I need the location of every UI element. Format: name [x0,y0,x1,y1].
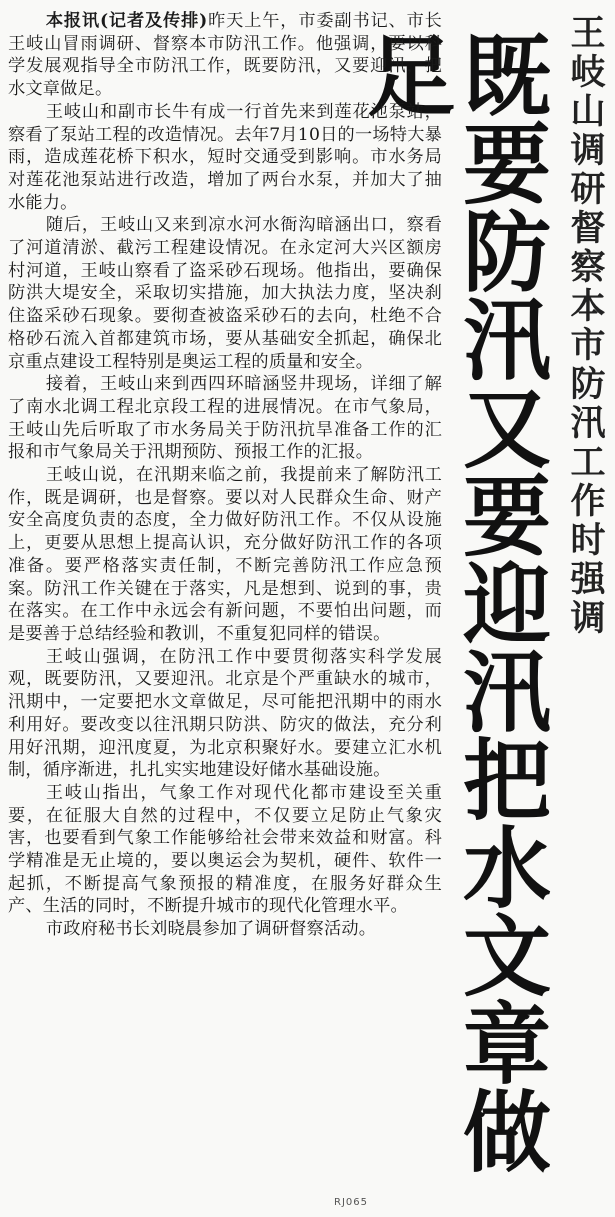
article-paragraph: 王岐山和副市长牛有成一行首先来到莲花池泵站，察看了泵站工程的改造情况。去年7月10日的一场特大暴雨，造成莲花桥下积水，短时交通受到影响。市水务局对莲花池泵站进行改造，增加了两台水泵，并加大了抽水能力。 [8,101,442,213]
article-paragraph: 随后，王岐山又来到凉水河水衙沟暗涵出口，察看了河道清淤、截污工程建设情况。在永定河大兴区额房村河道，王岐山察看了盗采砂石现场。他指出，要确保防洪大堤安全，采取切实措施，加大执法力度，坚决刹住盗采砂石现象。要彻查被盗采砂石的去向，杜绝不合格砂石流入首都建筑市场，要从基础安全抓起，确保北京重点建设工程特别是奥运工程的质量和安全。 [8,215,442,372]
article-paragraph: 市政府秘书长刘晓晨参加了调研督察活动。 [45,919,377,940]
article-paragraph: 王岐山说，在汛期来临之前，我提前来了解防汛工作，既是调研，也是督察。要以对人民群众生命、财产安全高度负责的态度，全力做好防汛工作。不仅从设施上，更要从思想上提高认识，充分做好防汛工作的各项准备。要严格落实责任制，不断完善防汛工作应急预案。防汛工作关键在于落实，凡是想到、说到的事，贵在落实。在工作中永远会有新问题，不要怕出问题，而是要善于总结经验和教训，不重复犯同样的错误。 [8,465,442,644]
article-body [8,10,442,941]
lead-tag: 本报讯(记者及传排) [45,11,208,31]
article-subheadline: 王岐山调研督察本市防汛工作时强调 [565,14,606,638]
article-paragraph: 王岐山指出，气象工作对现代化都市建设至关重要，在征服大自然的过程中，不仅要立足防止气象灾害，也要看到气象工作能够给社会带来效益和财富。科学精准是无止境的，要以奥运会为契机，硬件、软件一起抓，不断提高气象预报的精准度，在服务好群众生产、生活的同时，不断提升城市的现代化管理水平。 [8,782,442,917]
article-headline: 既要防汛又要迎汛把水文章做足 [353,30,552,1174]
article-paragraph-lead [8,10,442,101]
article-paragraph: 王岐山强调，在防汛工作中要贯彻落实科学发展观，既要防汛，又要迎汛。北京是个严重缺水的城市，汛期中，一定要把水文章做足，尽可能把汛期中的雨水利用好。要改变以往汛期只防洪、防灾的做法，充分利用好汛期，迎汛度夏，为北京积聚好水。要建立汇水机制，循序渐进，扎扎实实地建设好储水基础设施。 [8,646,442,781]
article-paragraph: 接着，王岐山来到西四环暗涵竖井现场，详细了解了南水北调工程北京段工程的进展情况。在市气象局，王岐山先后听取了市水务局关于防汛抗旱准备工作的汇报和市气象局关于汛期预防、预报工作的汇报。 [8,374,442,463]
paragraph-text: 昨天上午，市委副书记、市长王岐山冒雨调研、督察本市防汛工作。他强调，要以科学发展观指导全市防汛工作，既要防汛，又要迎汛，把水文章做足。 [8,11,442,100]
article-code: RJ065 [334,1197,368,1208]
